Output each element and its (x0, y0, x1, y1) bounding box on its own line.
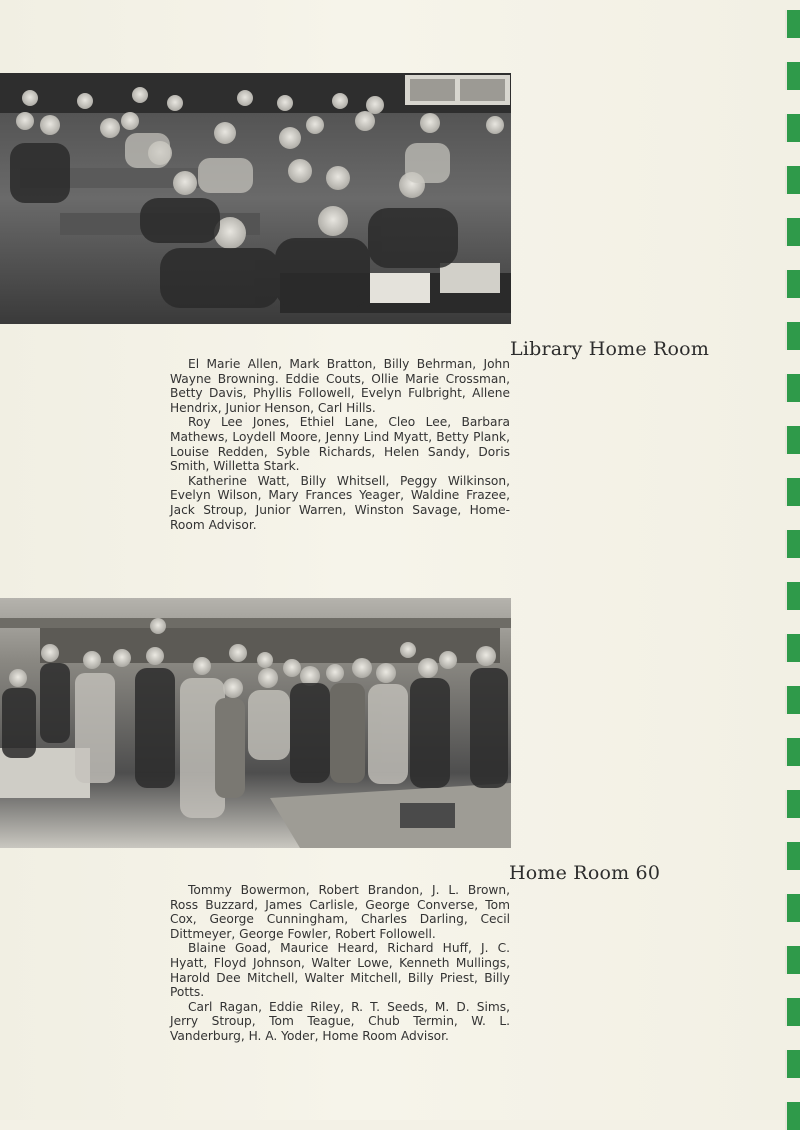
binding-tick (786, 62, 800, 90)
binding-tick (786, 114, 800, 142)
library-home-room-photo (0, 73, 511, 324)
binding-tick (786, 478, 800, 506)
binding-tick (786, 426, 800, 454)
binding-tick (786, 1050, 800, 1078)
section-title-library-home-room: Library Home Room (510, 338, 710, 360)
names-paragraph: Tommy Bowermon, Robert Brandon, J. L. Brown, Ross Buzzard, James Carlisle, George Converse, Tom Cox, George Cunningham, Charles Darling, Cecil Dittmeyer, George Fowler, Robert Followell. (170, 883, 510, 941)
binding-tick (786, 842, 800, 870)
binding-tick (786, 166, 800, 194)
names-paragraph: Blaine Goad, Maurice Heard, Richard Huff, J. C. Hyatt, Floyd Johnson, Walter Lowe, Kenneth Mullings, Harold Dee Mitchell, Walter Mitchell, Billy Priest, Billy Potts. (170, 941, 510, 1000)
binding-tick (786, 894, 800, 922)
section-title-home-room-60: Home Room 60 (509, 862, 661, 884)
binding-tick (786, 998, 800, 1026)
home-room-60-names (170, 883, 510, 1044)
binding-tick (786, 790, 800, 818)
names-paragraph: El Marie Allen, Mark Bratton, Billy Behrman, John Wayne Browning. Eddie Couts, Ollie Marie Crossman, Betty Davis, Phyllis Followell, Evelyn Fulbright, Allene Hendrix, Junior Henson, Carl Hills. (170, 357, 510, 415)
binding-tick (786, 1102, 800, 1130)
binding-tick (786, 738, 800, 766)
binding-tick (786, 686, 800, 714)
binding-tick (786, 10, 800, 38)
binding-tick (786, 530, 800, 558)
binding-tick (786, 634, 800, 662)
binding-tick (786, 374, 800, 402)
names-paragraph: Roy Lee Jones, Ethiel Lane, Cleo Lee, Barbara Mathews, Loydell Moore, Jenny Lind Myatt, Betty Plank, Louise Redden, Syble Richards, Helen Sandy, Doris Smith, Willetta Stark. (170, 415, 510, 474)
library-home-room-names (170, 357, 510, 532)
names-paragraph: Katherine Watt, Billy Whitsell, Peggy Wilkinson, Evelyn Wilson, Mary Frances Yeager, Waldine Frazee, Jack Stroup, Junior Warren, Winston Savage, Home-Room Advisor. (170, 473, 510, 532)
home-room-60-photo (0, 598, 511, 848)
names-paragraph: Carl Ragan, Eddie Riley, R. T. Seeds, M. D. Sims, Jerry Stroup, Tom Teague, Chub Termin, W. L. Vanderburg, H. A. Yoder, Home Room Advisor. (170, 999, 510, 1043)
binding-tick (786, 322, 800, 350)
binding-tick (786, 218, 800, 246)
binding-tick (786, 946, 800, 974)
binding-tick (786, 582, 800, 610)
spiral-binding-strip (784, 0, 800, 1120)
binding-tick (786, 270, 800, 298)
